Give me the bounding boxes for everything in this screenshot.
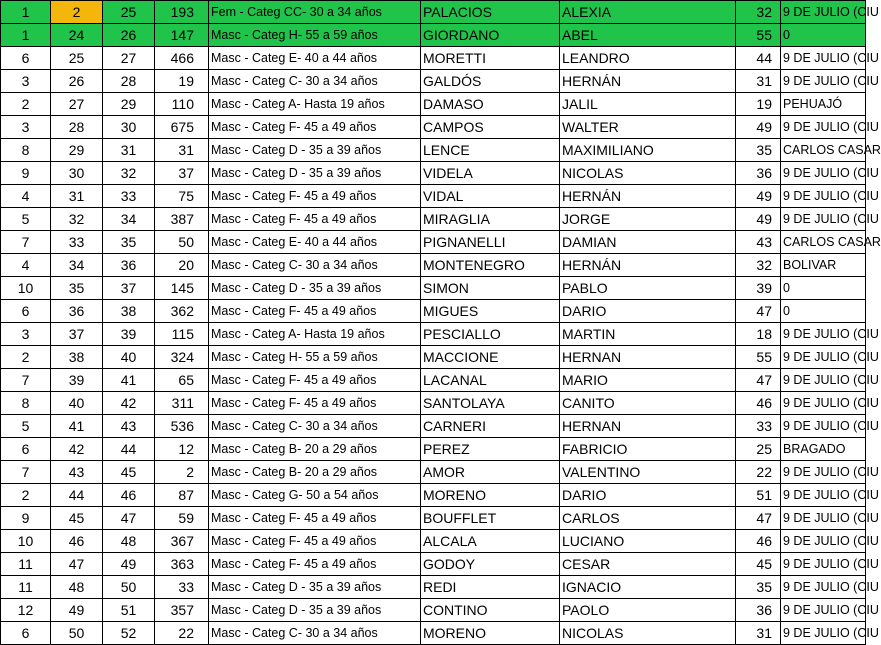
name-cell[interactable]: IGNACIO (560, 576, 736, 599)
general-position-cell[interactable]: 50 (51, 622, 103, 645)
age-cell[interactable]: 55 (736, 346, 781, 369)
number-cell[interactable]: 52 (103, 622, 155, 645)
table-row (1, 622, 866, 645)
surname-cell[interactable]: VIDELA (421, 162, 560, 185)
bib-cell[interactable]: 12 (155, 438, 209, 461)
category-cell[interactable]: Masc - Categ D - 35 a 39 años (209, 277, 421, 300)
position-cell[interactable]: 2 (1, 93, 51, 116)
table-row (1, 415, 866, 438)
category-cell[interactable]: Masc - Categ A- Hasta 19 años (209, 323, 421, 346)
age-cell[interactable]: 31 (736, 70, 781, 93)
table-row (1, 507, 866, 530)
number-cell[interactable]: 33 (103, 185, 155, 208)
table-row (1, 576, 866, 599)
number-cell[interactable]: 28 (103, 70, 155, 93)
age-cell[interactable]: 32 (736, 1, 781, 24)
general-position-cell[interactable]: 39 (51, 369, 103, 392)
bib-cell[interactable]: 33 (155, 576, 209, 599)
number-cell[interactable]: 27 (103, 47, 155, 70)
table-row (1, 47, 866, 70)
general-position-cell[interactable]: 35 (51, 277, 103, 300)
position-cell[interactable]: 4 (1, 254, 51, 277)
table-row (1, 553, 866, 576)
city-cell[interactable]: 9 DE JULIO (CIU (781, 576, 866, 599)
general-position-cell[interactable]: 25 (51, 47, 103, 70)
city-cell[interactable]: 9 DE JULIO (CIU (781, 116, 866, 139)
city-cell[interactable]: 9 DE JULIO (CIU (781, 553, 866, 576)
table-row (1, 438, 866, 461)
table-row (1, 346, 866, 369)
number-cell[interactable]: 41 (103, 369, 155, 392)
number-cell[interactable]: 50 (103, 576, 155, 599)
age-cell[interactable]: 49 (736, 116, 781, 139)
age-cell[interactable]: 19 (736, 93, 781, 116)
general-position-cell[interactable]: 37 (51, 323, 103, 346)
general-position-cell[interactable]: 49 (51, 599, 103, 622)
bib-cell[interactable]: 115 (155, 323, 209, 346)
table-row (1, 231, 866, 254)
category-cell[interactable]: Masc - Categ H- 55 a 59 años (209, 346, 421, 369)
city-cell[interactable]: 9 DE JULIO (CIU (781, 162, 866, 185)
number-cell[interactable]: 32 (103, 162, 155, 185)
name-cell[interactable]: JORGE (560, 208, 736, 231)
city-cell[interactable]: 9 DE JULIO (CIU (781, 622, 866, 645)
bib-cell[interactable]: 50 (155, 231, 209, 254)
name-cell[interactable]: FABRICIO (560, 438, 736, 461)
surname-cell[interactable]: PALACIOS (421, 1, 560, 24)
surname-cell[interactable]: LACANAL (421, 369, 560, 392)
name-cell[interactable]: MARIO (560, 369, 736, 392)
age-cell[interactable]: 55 (736, 24, 781, 47)
position-cell[interactable]: 10 (1, 530, 51, 553)
table-row (1, 484, 866, 507)
position-cell[interactable]: 5 (1, 208, 51, 231)
bib-cell[interactable]: 22 (155, 622, 209, 645)
category-cell[interactable]: Masc - Categ C- 30 a 34 años (209, 415, 421, 438)
bib-cell[interactable]: 37 (155, 162, 209, 185)
table-row (1, 254, 866, 277)
bib-cell[interactable]: 2 (155, 461, 209, 484)
number-cell[interactable]: 38 (103, 300, 155, 323)
name-cell[interactable]: HERNÁN (560, 70, 736, 93)
table-row (1, 24, 866, 47)
city-cell[interactable]: CARLOS CASAR (781, 139, 866, 162)
position-cell[interactable]: 11 (1, 553, 51, 576)
number-cell[interactable]: 26 (103, 24, 155, 47)
name-cell[interactable]: ALEXIA (560, 1, 736, 24)
number-cell[interactable]: 47 (103, 507, 155, 530)
city-cell[interactable]: PEHUAJÓ (781, 93, 866, 116)
surname-cell[interactable]: CAMPOS (421, 116, 560, 139)
category-cell[interactable]: Masc - Categ C- 30 a 34 años (209, 622, 421, 645)
category-cell[interactable]: Masc - Categ B- 20 a 29 años (209, 461, 421, 484)
surname-cell[interactable]: ALCALA (421, 530, 560, 553)
general-position-cell[interactable]: 31 (51, 185, 103, 208)
general-position-cell[interactable]: 2 (51, 1, 103, 24)
general-position-cell[interactable]: 43 (51, 461, 103, 484)
surname-cell[interactable]: PESCIALLO (421, 323, 560, 346)
surname-cell[interactable]: MIRAGLIA (421, 208, 560, 231)
name-cell[interactable]: NICOLAS (560, 162, 736, 185)
bib-cell[interactable]: 59 (155, 507, 209, 530)
name-cell[interactable]: LUCIANO (560, 530, 736, 553)
category-cell[interactable]: Masc - Categ H- 55 a 59 años (209, 24, 421, 47)
general-position-cell[interactable]: 24 (51, 24, 103, 47)
number-cell[interactable]: 44 (103, 438, 155, 461)
number-cell[interactable]: 36 (103, 254, 155, 277)
category-cell[interactable]: Masc - Categ A- Hasta 19 años (209, 93, 421, 116)
table-row (1, 208, 866, 231)
bib-cell[interactable]: 675 (155, 116, 209, 139)
age-cell[interactable]: 25 (736, 438, 781, 461)
number-cell[interactable]: 40 (103, 346, 155, 369)
name-cell[interactable]: HERNAN (560, 346, 736, 369)
age-cell[interactable]: 47 (736, 369, 781, 392)
age-cell[interactable]: 35 (736, 576, 781, 599)
category-cell[interactable]: Masc - Categ E- 40 a 44 años (209, 231, 421, 254)
number-cell[interactable]: 31 (103, 139, 155, 162)
position-cell[interactable]: 5 (1, 415, 51, 438)
city-cell[interactable]: 9 DE JULIO (CIU (781, 530, 866, 553)
name-cell[interactable]: NICOLAS (560, 622, 736, 645)
city-cell[interactable]: 9 DE JULIO (CIU (781, 323, 866, 346)
surname-cell[interactable]: MIGUES (421, 300, 560, 323)
city-cell[interactable]: 9 DE JULIO (CIU (781, 47, 866, 70)
table-row (1, 323, 866, 346)
category-cell[interactable]: Masc - Categ F- 45 a 49 años (209, 369, 421, 392)
city-cell[interactable]: 9 DE JULIO (CIU (781, 70, 866, 93)
surname-cell[interactable]: AMOR (421, 461, 560, 484)
surname-cell[interactable]: MORENO (421, 484, 560, 507)
number-cell[interactable]: 43 (103, 415, 155, 438)
number-cell[interactable]: 49 (103, 553, 155, 576)
age-cell[interactable]: 36 (736, 162, 781, 185)
bib-cell[interactable]: 311 (155, 392, 209, 415)
bib-cell[interactable]: 367 (155, 530, 209, 553)
category-cell[interactable]: Masc - Categ B- 20 a 29 años (209, 438, 421, 461)
position-cell[interactable]: 9 (1, 162, 51, 185)
name-cell[interactable]: HERNÁN (560, 185, 736, 208)
category-cell[interactable]: Masc - Categ C- 30 a 34 años (209, 254, 421, 277)
general-position-cell[interactable]: 26 (51, 70, 103, 93)
name-cell[interactable]: MAXIMILIANO (560, 139, 736, 162)
age-cell[interactable]: 47 (736, 507, 781, 530)
surname-cell[interactable]: GALDÓS (421, 70, 560, 93)
bib-cell[interactable]: 193 (155, 1, 209, 24)
surname-cell[interactable]: BOUFFLET (421, 507, 560, 530)
age-cell[interactable]: 31 (736, 622, 781, 645)
number-cell[interactable]: 25 (103, 1, 155, 24)
table-row (1, 139, 866, 162)
city-cell[interactable]: CARLOS CASAR (781, 231, 866, 254)
name-cell[interactable]: HERNÁN (560, 254, 736, 277)
table-row (1, 93, 866, 116)
position-cell[interactable]: 2 (1, 484, 51, 507)
number-cell[interactable]: 46 (103, 484, 155, 507)
general-position-cell[interactable]: 34 (51, 254, 103, 277)
number-cell[interactable]: 48 (103, 530, 155, 553)
bib-cell[interactable]: 20 (155, 254, 209, 277)
general-position-cell[interactable]: 36 (51, 300, 103, 323)
surname-cell[interactable]: MONTENEGRO (421, 254, 560, 277)
table-row (1, 392, 866, 415)
city-cell[interactable]: 0 (781, 300, 866, 323)
position-cell[interactable]: 10 (1, 277, 51, 300)
category-cell[interactable]: Masc - Categ F- 45 a 49 años (209, 553, 421, 576)
category-cell[interactable]: Masc - Categ F- 45 a 49 años (209, 530, 421, 553)
bib-cell[interactable]: 19 (155, 70, 209, 93)
general-position-cell[interactable]: 30 (51, 162, 103, 185)
name-cell[interactable]: VALENTINO (560, 461, 736, 484)
table-row (1, 70, 866, 93)
surname-cell[interactable]: CONTINO (421, 599, 560, 622)
category-cell[interactable]: Masc - Categ F- 45 a 49 años (209, 208, 421, 231)
number-cell[interactable]: 45 (103, 461, 155, 484)
bib-cell[interactable]: 110 (155, 93, 209, 116)
general-position-cell[interactable]: 40 (51, 392, 103, 415)
name-cell[interactable]: LEANDRO (560, 47, 736, 70)
bib-cell[interactable]: 145 (155, 277, 209, 300)
age-cell[interactable]: 46 (736, 530, 781, 553)
table-row (1, 1, 866, 24)
bib-cell[interactable]: 75 (155, 185, 209, 208)
city-cell[interactable]: BOLIVAR (781, 254, 866, 277)
general-position-cell[interactable]: 48 (51, 576, 103, 599)
position-cell[interactable]: 7 (1, 461, 51, 484)
position-cell[interactable]: 11 (1, 576, 51, 599)
city-cell[interactable]: 9 DE JULIO (CIU (781, 461, 866, 484)
city-cell[interactable]: 9 DE JULIO (CIU (781, 415, 866, 438)
table-row (1, 599, 866, 622)
city-cell[interactable]: 9 DE JULIO (CIU (781, 392, 866, 415)
general-position-cell[interactable]: 46 (51, 530, 103, 553)
name-cell[interactable]: PAOLO (560, 599, 736, 622)
surname-cell[interactable]: VIDAL (421, 185, 560, 208)
age-cell[interactable]: 49 (736, 185, 781, 208)
position-cell[interactable]: 8 (1, 139, 51, 162)
position-cell[interactable]: 6 (1, 622, 51, 645)
name-cell[interactable]: DAMIAN (560, 231, 736, 254)
position-cell[interactable]: 1 (1, 24, 51, 47)
city-cell[interactable]: 9 DE JULIO (CIU (781, 369, 866, 392)
surname-cell[interactable]: SIMON (421, 277, 560, 300)
name-cell[interactable]: CARLOS (560, 507, 736, 530)
position-cell[interactable]: 8 (1, 392, 51, 415)
position-cell[interactable]: 9 (1, 507, 51, 530)
surname-cell[interactable]: GODOY (421, 553, 560, 576)
bib-cell[interactable]: 31 (155, 139, 209, 162)
table-row (1, 461, 866, 484)
surname-cell[interactable]: PIGNANELLI (421, 231, 560, 254)
age-cell[interactable]: 47 (736, 300, 781, 323)
surname-cell[interactable]: MORENO (421, 622, 560, 645)
age-cell[interactable]: 43 (736, 231, 781, 254)
general-position-cell[interactable]: 27 (51, 93, 103, 116)
surname-cell[interactable]: PEREZ (421, 438, 560, 461)
city-cell[interactable]: 9 DE JULIO (CIU (781, 208, 866, 231)
age-cell[interactable]: 45 (736, 553, 781, 576)
bib-cell[interactable]: 87 (155, 484, 209, 507)
category-cell[interactable]: Masc - Categ D - 35 a 39 años (209, 576, 421, 599)
age-cell[interactable]: 32 (736, 254, 781, 277)
age-cell[interactable]: 39 (736, 277, 781, 300)
bib-cell[interactable]: 147 (155, 24, 209, 47)
position-cell[interactable]: 2 (1, 346, 51, 369)
table-row (1, 185, 866, 208)
name-cell[interactable]: JALIL (560, 93, 736, 116)
general-position-cell[interactable]: 28 (51, 116, 103, 139)
table-row (1, 300, 866, 323)
category-cell[interactable]: Masc - Categ E- 40 a 44 años (209, 47, 421, 70)
position-cell[interactable]: 6 (1, 47, 51, 70)
general-position-cell[interactable]: 38 (51, 346, 103, 369)
position-cell[interactable]: 3 (1, 70, 51, 93)
number-cell[interactable]: 51 (103, 599, 155, 622)
bib-cell[interactable]: 466 (155, 47, 209, 70)
category-cell[interactable]: Masc - Categ C- 30 a 34 años (209, 70, 421, 93)
age-cell[interactable]: 22 (736, 461, 781, 484)
city-cell[interactable]: 0 (781, 24, 866, 47)
category-cell[interactable]: Masc - Categ D - 35 a 39 años (209, 599, 421, 622)
city-cell[interactable]: 0 (781, 277, 866, 300)
category-cell[interactable]: Masc - Categ F- 45 a 49 años (209, 300, 421, 323)
general-position-cell[interactable]: 47 (51, 553, 103, 576)
surname-cell[interactable]: DAMASO (421, 93, 560, 116)
table-row (1, 116, 866, 139)
general-position-cell[interactable]: 42 (51, 438, 103, 461)
general-position-cell[interactable]: 29 (51, 139, 103, 162)
surname-cell[interactable]: MACCIONE (421, 346, 560, 369)
position-cell[interactable]: 3 (1, 323, 51, 346)
general-position-cell[interactable]: 33 (51, 231, 103, 254)
bib-cell[interactable]: 387 (155, 208, 209, 231)
position-cell[interactable]: 1 (1, 1, 51, 24)
category-cell[interactable]: Masc - Categ G- 50 a 54 años (209, 484, 421, 507)
position-cell[interactable]: 7 (1, 369, 51, 392)
age-cell[interactable]: 46 (736, 392, 781, 415)
number-cell[interactable]: 42 (103, 392, 155, 415)
age-cell[interactable]: 51 (736, 484, 781, 507)
position-cell[interactable]: 4 (1, 185, 51, 208)
city-cell[interactable]: 9 DE JULIO (CIU (781, 346, 866, 369)
name-cell[interactable]: WALTER (560, 116, 736, 139)
name-cell[interactable]: MARTIN (560, 323, 736, 346)
category-cell[interactable]: Masc - Categ D - 35 a 39 años (209, 162, 421, 185)
surname-cell[interactable]: LENCE (421, 139, 560, 162)
age-cell[interactable]: 49 (736, 208, 781, 231)
position-cell[interactable]: 6 (1, 438, 51, 461)
number-cell[interactable]: 39 (103, 323, 155, 346)
surname-cell[interactable]: SANTOLAYA (421, 392, 560, 415)
number-cell[interactable]: 34 (103, 208, 155, 231)
category-cell[interactable]: Masc - Categ F- 45 a 49 años (209, 185, 421, 208)
age-cell[interactable]: 44 (736, 47, 781, 70)
age-cell[interactable]: 33 (736, 415, 781, 438)
name-cell[interactable]: DARIO (560, 300, 736, 323)
position-cell[interactable]: 3 (1, 116, 51, 139)
position-cell[interactable]: 12 (1, 599, 51, 622)
city-cell[interactable]: 9 DE JULIO (CIU (781, 599, 866, 622)
bib-cell[interactable]: 324 (155, 346, 209, 369)
number-cell[interactable]: 30 (103, 116, 155, 139)
table-row (1, 369, 866, 392)
bib-cell[interactable]: 65 (155, 369, 209, 392)
bib-cell[interactable]: 363 (155, 553, 209, 576)
surname-cell[interactable]: CARNERI (421, 415, 560, 438)
number-cell[interactable]: 29 (103, 93, 155, 116)
category-cell[interactable]: Masc - Categ F- 45 a 49 años (209, 116, 421, 139)
bib-cell[interactable]: 536 (155, 415, 209, 438)
surname-cell[interactable]: MORETTI (421, 47, 560, 70)
general-position-cell[interactable]: 32 (51, 208, 103, 231)
name-cell[interactable]: DARIO (560, 484, 736, 507)
name-cell[interactable]: HERNAN (560, 415, 736, 438)
age-cell[interactable]: 36 (736, 599, 781, 622)
table-row (1, 530, 866, 553)
name-cell[interactable]: CANITO (560, 392, 736, 415)
city-cell[interactable]: 9 DE JULIO (CIU (781, 484, 866, 507)
number-cell[interactable]: 37 (103, 277, 155, 300)
general-position-cell[interactable]: 44 (51, 484, 103, 507)
general-position-cell[interactable]: 45 (51, 507, 103, 530)
table-row (1, 277, 866, 300)
category-cell[interactable]: Fem - Categ CC- 30 a 34 años (209, 1, 421, 24)
name-cell[interactable]: PABLO (560, 277, 736, 300)
surname-cell[interactable]: REDI (421, 576, 560, 599)
category-cell[interactable]: Masc - Categ D - 35 a 39 años (209, 139, 421, 162)
city-cell[interactable]: 9 DE JULIO (CIU (781, 507, 866, 530)
age-cell[interactable]: 18 (736, 323, 781, 346)
name-cell[interactable]: CESAR (560, 553, 736, 576)
bib-cell[interactable]: 362 (155, 300, 209, 323)
category-cell[interactable]: Masc - Categ F- 45 a 49 años (209, 507, 421, 530)
table-row (1, 162, 866, 185)
position-cell[interactable]: 6 (1, 300, 51, 323)
surname-cell[interactable]: GIORDANO (421, 24, 560, 47)
name-cell[interactable]: ABEL (560, 24, 736, 47)
category-cell[interactable]: Masc - Categ F- 45 a 49 años (209, 392, 421, 415)
position-cell[interactable]: 7 (1, 231, 51, 254)
city-cell[interactable]: BRAGADO (781, 438, 866, 461)
number-cell[interactable]: 35 (103, 231, 155, 254)
bib-cell[interactable]: 357 (155, 599, 209, 622)
city-cell[interactable]: 9 DE JULIO (CIU (781, 1, 866, 24)
city-cell[interactable]: 9 DE JULIO (CIU (781, 185, 866, 208)
age-cell[interactable]: 35 (736, 139, 781, 162)
general-position-cell[interactable]: 41 (51, 415, 103, 438)
